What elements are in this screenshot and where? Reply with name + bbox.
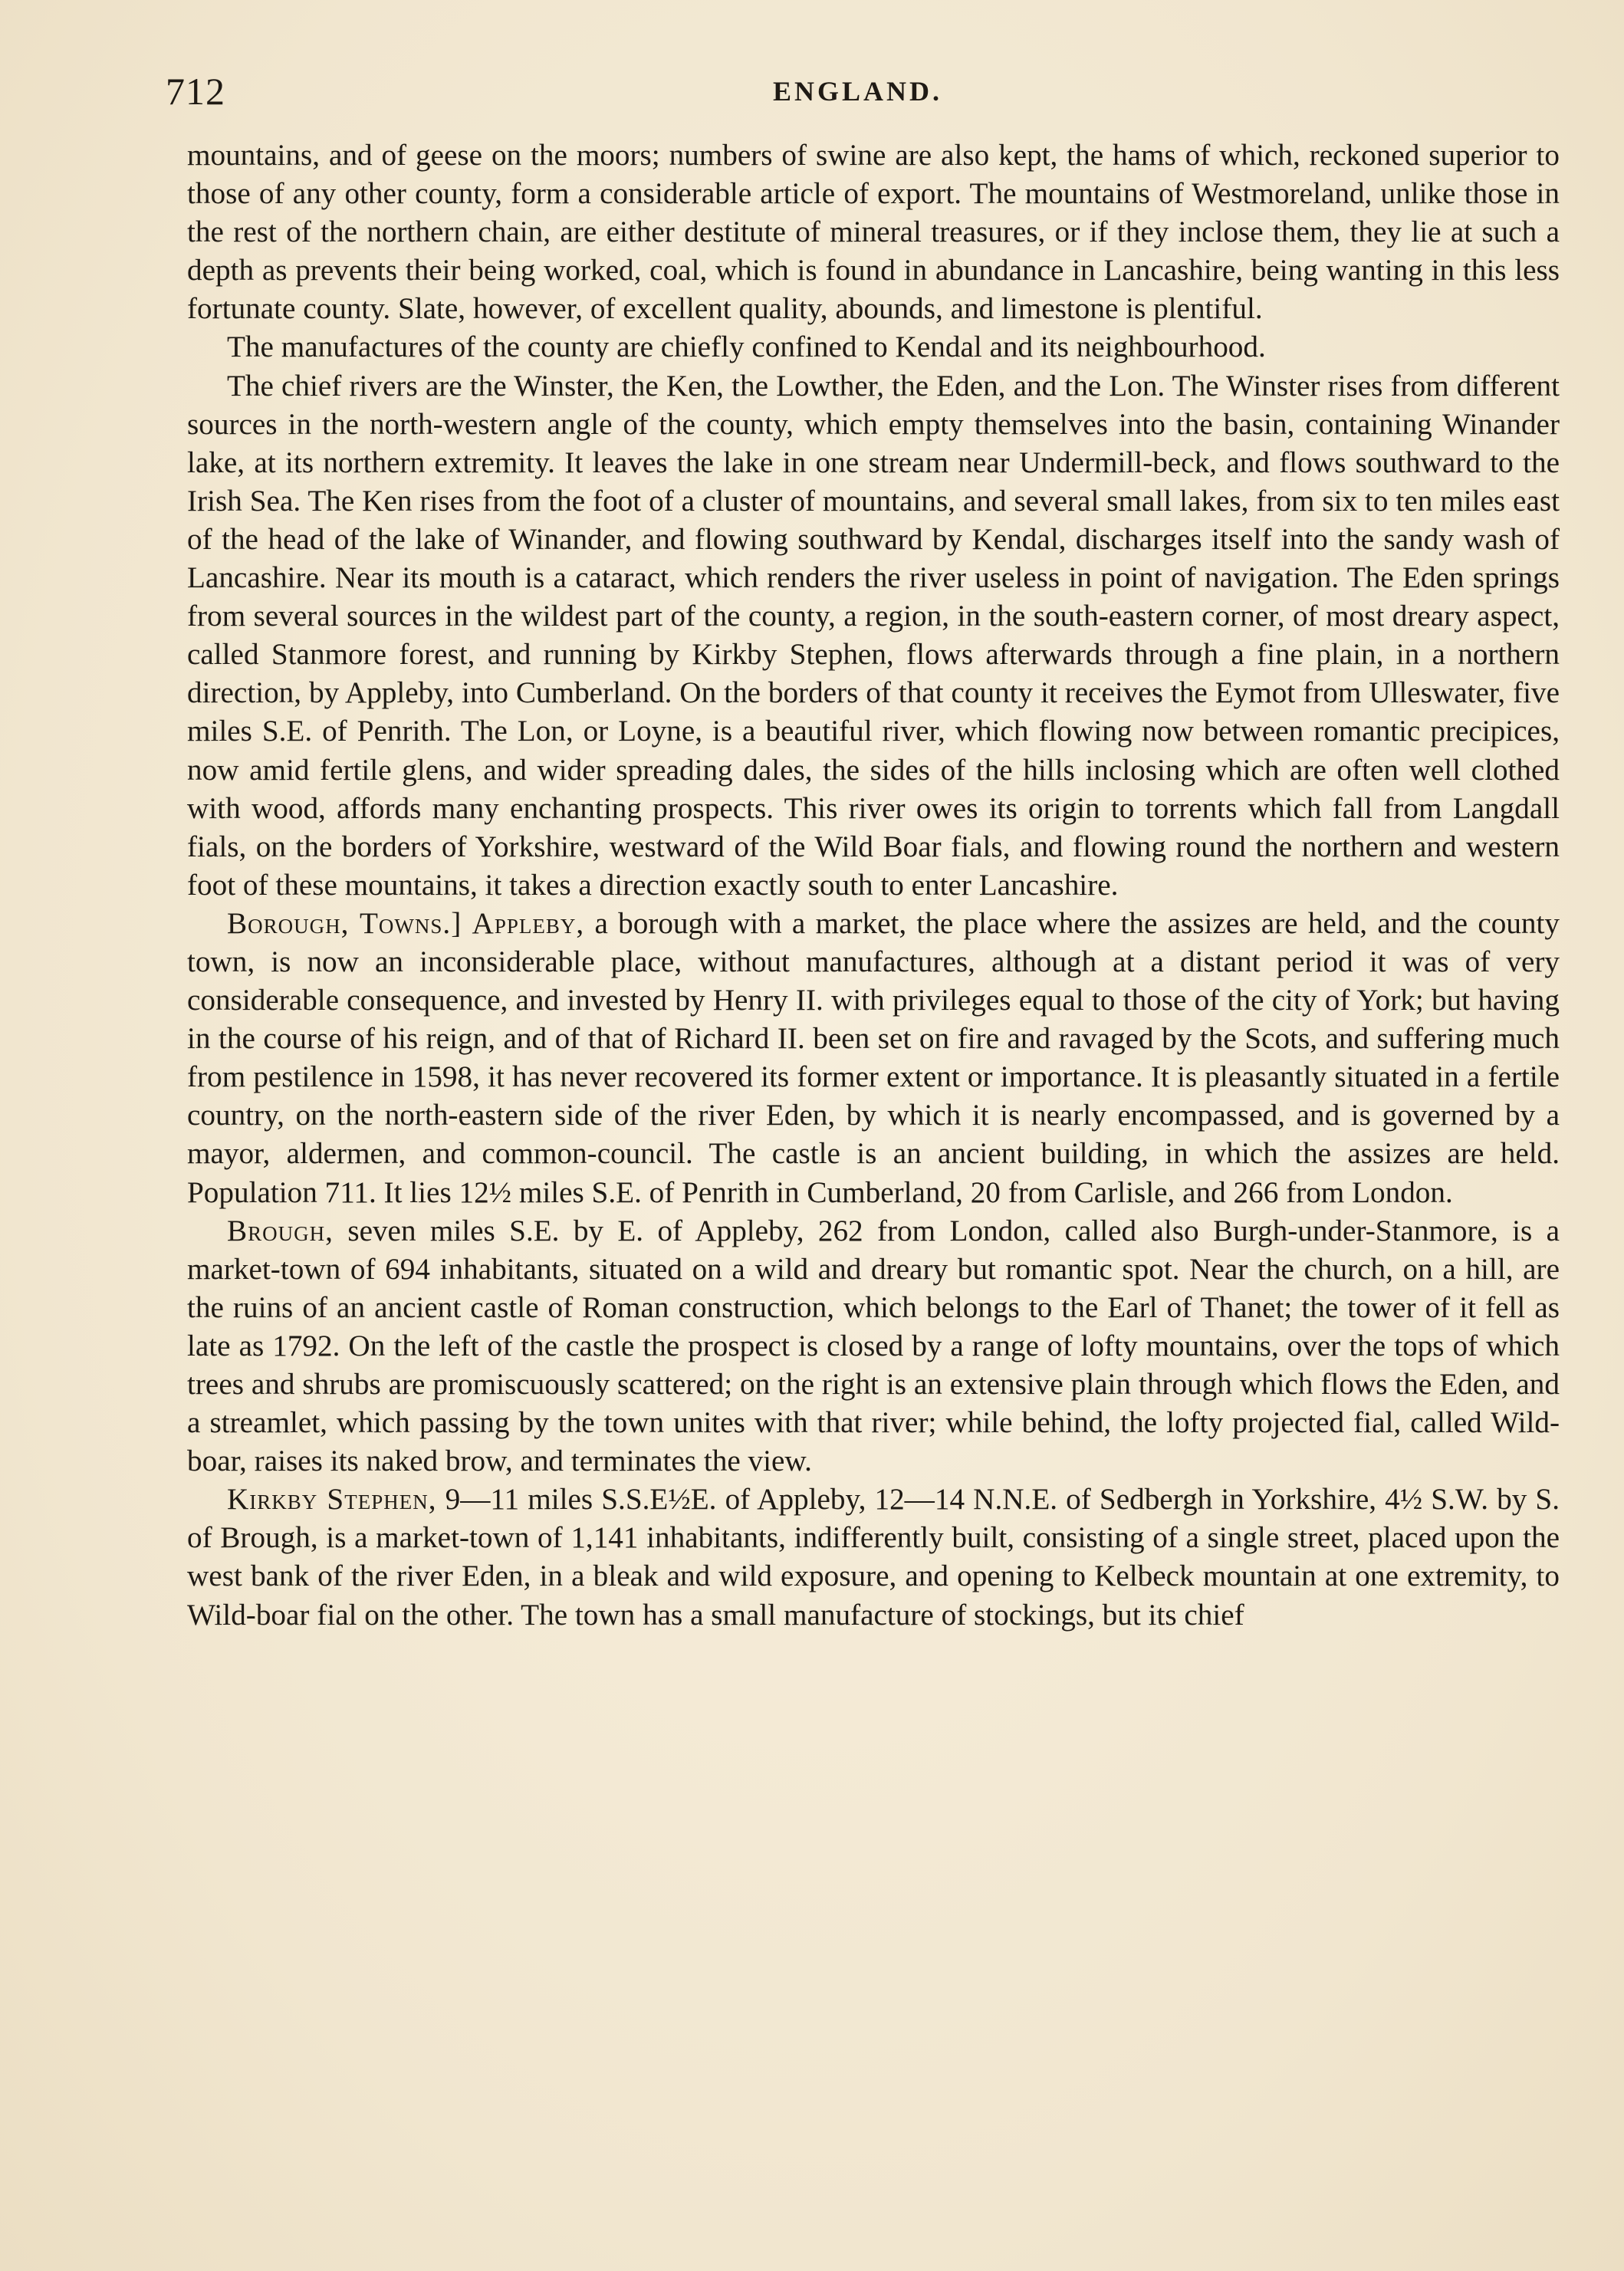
paragraph-appleby-text: a borough with a market, the place where the assizes are held, and the county town, is now an inconsiderable place, without manufactures, although at a distant period it was of very considerable consequence, and invested by Henry II. with privileges equal to those of the city of York; but having in the course of his reign, and of that of Richard II. been set on fire and ravaged by the Scots, and suffering much from pestilence in 1598, it has never recovered its former extent or importance. It is pleasantly situated in a fertile country, on the north-eastern side of the river Eden, by which it is nearly encompassed, and is governed by a mayor, aldermen, and common-council. The castle is an ancient building, in which the assizes are held. Population 711. It lies 12½ miles S.E. of Penrith in Cumberland, 20 from Carlisle, and 266 from London. — [187, 906, 1560, 1209]
paragraph-rivers: The chief rivers are the Winster, the Ken, the Lowther, the Eden, and the Lon. The Winster rises from different sources in the north-western angle of the county, which empty themselves into the basin, containing Winander lake, at its northern extremity. It leaves the lake in one stream near Undermill-beck, and flows southward to the Irish Sea. The Ken rises from the foot of a cluster of mountains, and several small lakes, from six to ten miles east of the head of the lake of Winander, and flowing southward by Kendal, discharges itself into the sandy wash of Lancashire. Near its mouth is a cataract, which renders the river useless in point of navigation. The Eden springs from several sources in the wildest part of the county, a region, in the south-eastern corner, of most dreary aspect, called Stanmore forest, and running by Kirkby Stephen, flows afterwards through a fine plain, in a northern direction, by Appleby, into Cumberland. On the borders of that county it receives the Eymot from Ulleswater, five miles S.E. of Penrith. The Lon, or Loyne, is a beautiful river, which flowing now between romantic precipices, now amid fertile glens, and wider spreading dales, the sides of the hills inclosing which are often well clothed with wood, affords many enchanting prospects. This river owes its origin to torrents which fall from Langdall fials, on the borders of Yorkshire, westward of the Wild Boar fials, and flowing round the northern and western foot of these mountains, it takes a direction exactly south to enter Lancashire. — [187, 369, 1560, 902]
paragraph-brough-text: seven miles S.E. by E. of Appleby, 262 from London, called also Burgh-under-Stanmore, is a market-town of 694 inhabitants, situated on a wild and dreary but romantic spot. Near the church, on a hill, are the ruins of an ancient castle of Roman construction, which belongs to the Earl of Thanet; the tower of it fell as late as 1792. On the left of the castle the prospect is closed by a range of lofty mountains, over the tops of which trees and shrubs are promiscuously scattered; on the right is an extensive plain through which flows the Eden, and a streamlet, which passing by the town unites with that river; while behind, the lofty projected fial, called Wild-boar, raises its naked brow, and terminates the view. — [187, 1214, 1560, 1478]
text-column — [187, 136, 1560, 1635]
paragraph-livestock-minerals: mountains, and of geese on the moors; numbers of swine are also kept, the hams of which, reckoned superior to those of any other county, form a considerable article of export. The mountains of Westmoreland, unlike those in the rest of the northern chain, are either destitute of mineral treasures, or if they inclose them, they lie at such a depth as prevents their being worked, coal, which is found in abundance in Lancashire, being wanting in this less fortunate county. Slate, however, of excellent quality, abounds, and limestone is plentiful. — [187, 139, 1560, 326]
paragraph-manufactures: The manufactures of the county are chiefly confined to Kendal and its neighbourhood. — [227, 330, 1266, 364]
paragraph-kirkby-stephen — [187, 1481, 1560, 1634]
page-number: 712 — [166, 70, 225, 113]
paragraph-kirkby-stephen-text: 9—11 miles S.S.E½E. of Appleby, 12—14 N.N.E. of Sedbergh in Yorkshire, 4½ S.W. by S. of Brough, is a market-town of 1,141 inhabitants, indifferently built, consisting of a single street, placed upon the west bank of the river Eden, in a bleak and wild exposure, and opening to Kelbeck mountain at one extremity, to Wild-boar fial on the other. The town has a small manufacture of stockings, but its chief — [187, 1483, 1560, 1632]
running-title: ENGLAND. — [772, 76, 943, 107]
place-name-appleby: Appleby, — [472, 906, 585, 940]
paragraph-brough — [187, 1212, 1560, 1481]
section-heading-borough-towns: Borough, Towns.] — [227, 906, 462, 940]
paragraph-appleby — [187, 905, 1560, 1212]
place-name-brough: Brough, — [227, 1214, 334, 1247]
page-header — [166, 69, 1550, 123]
place-name-kirkby-stephen: Kirkby Stephen, — [227, 1483, 437, 1517]
